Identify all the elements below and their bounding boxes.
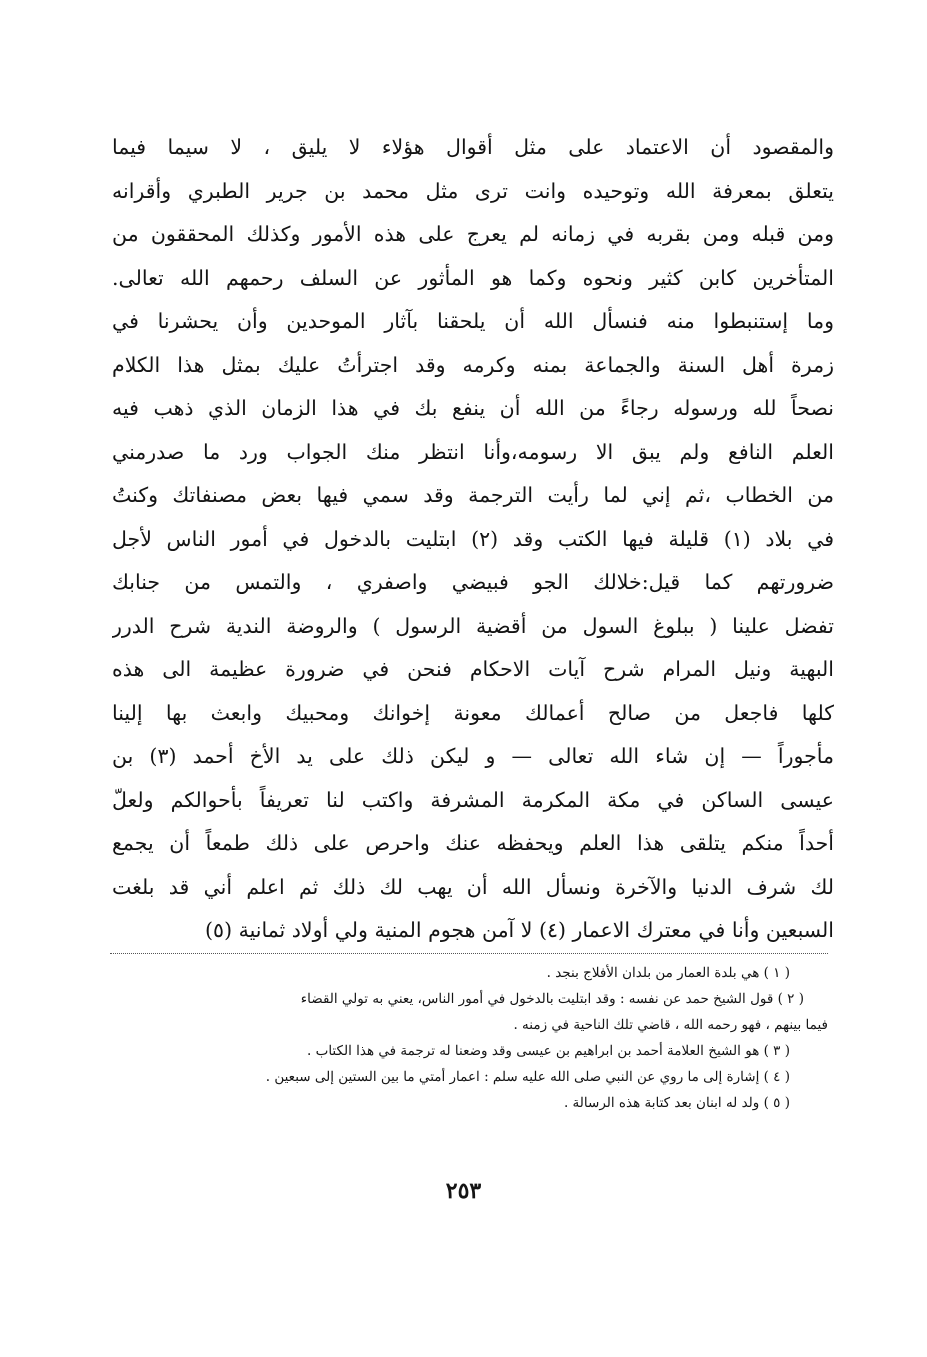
- footnote-continuation: فيما بينهم ، فهو رحمه الله ، قاضي تلك الناحية في زمنه .: [513, 1017, 828, 1033]
- text-line: زمرة أهل السنة والجماعة بمنه وكرمه وقد اجترأتُ عليك بمثل هذا الكلام: [112, 352, 834, 377]
- text-line: أحداً منكم يتلقى هذا العلم ويحفظه عنك واحرص على ذلك طمعاً أن يجمع: [112, 831, 834, 855]
- text-line: من الخطاب ،ثم إني لما رأيت الترجمة وقد سمي فيها بعض مصنفاتك وكنتُ: [112, 483, 834, 507]
- footnote: ( ٣ ) هو الشيخ العلامة أحمد بن ابراهيم بن عيسى وقد وضعنا له ترجمة في هذا الكتاب .: [307, 1043, 790, 1059]
- text-line: العلم النافع ولم يبق الا رسومه،وأنا انتظر منك الجواب ورد ما صدرمني: [112, 439, 834, 464]
- footnote: ( ١ ) هي بلدة العمار من بلدان الأفلاج بنجد .: [546, 965, 790, 981]
- text-line: وما إستنبطوا منه فنسأل الله أن يلحقنا بآثار الموحدين وأن يحشرنا في: [112, 309, 834, 333]
- text-line: لك شرف الدنيا والآخرة ونسأل الله أن يهب لك ذلك ثم اعلم أني قد بلغت: [112, 874, 834, 899]
- text-line: المتأخرين كابن كثير ونحوه وكما هو المأثور عن السلف رحمهم الله تعالى.: [112, 265, 834, 290]
- text-line: كلها فاجعل من صالح أعمالك معونة إخوانك ومحبيك وابعث بها إلينا: [112, 700, 834, 725]
- text-line: تفضل علينا ( ببلوغ السول من أقضية الرسول ) والروضة الندية شرح الدرر: [112, 613, 834, 638]
- footnote: ( ٥ ) ولد له ابنان بعد كتابة هذه الرسالة .: [563, 1095, 790, 1111]
- text-line: والمقصود أن الاعتماد على مثل أقوال هؤلاء لا يليق ، لا سيما فيما: [112, 135, 834, 159]
- text-line: السبعين وأنا في معترك الاعمار (٤) لا آمن هجوم المنية ولي أولاد ثمانية (٥): [205, 918, 834, 942]
- text-line: البهية ونيل المرام شرح آيات الاحكام فنحن في ضرورة عظيمة الى هذه: [112, 657, 834, 681]
- footnotes: [110, 960, 828, 1116]
- main-text: [112, 126, 834, 953]
- text-line: ضرورتهم كما قيل:خلالك الجو فبيضي واصفري ، والتمس من جنابك: [112, 570, 834, 594]
- text-line: مأجوراً — إن شاء الله تعالى — و ليكن ذلك على يد الأخ أحمد (٣) بن: [112, 744, 834, 768]
- footnote: ( ٢ ) قول الشيخ حمد عن نفسه : وقد ابتليت بالدخول في أمور الناس، يعني به تولي القضاء: [300, 991, 804, 1007]
- footnote: ( ٤ ) إشارة إلى ما روي عن النبي صلى الله عليه سلم : اعمار أمتي ما بين الستين إلى سبعين .: [265, 1069, 790, 1085]
- text-line: يتعلق بمعرفة الله وتوحيده وانت ترى مثل محمد بن جرير الطبري وأقرانه: [112, 178, 834, 203]
- text-line: ومن قبله ومن بقربه في زمانه لم يعرج على هذه الأمور وكذلك المحققون من: [112, 222, 834, 246]
- text-line: عيسى الساكن في مكة المكرمة المشرفة واكتب لنا تعريفاً بأحوالكم ولعلّ: [112, 787, 834, 812]
- text-line: نصحاً لله ورسوله رجاءً من الله أن ينفع بك في هذا الزمان الذي ذهب فيه: [112, 396, 834, 420]
- text-line: في بلاد (١) قليلة فيها الكتب وقد (٢) ابتليت بالدخول في أمور الناس لأجل: [112, 526, 834, 551]
- footnote-divider: [110, 953, 828, 954]
- page-number: ٢٥٣: [445, 1178, 482, 1204]
